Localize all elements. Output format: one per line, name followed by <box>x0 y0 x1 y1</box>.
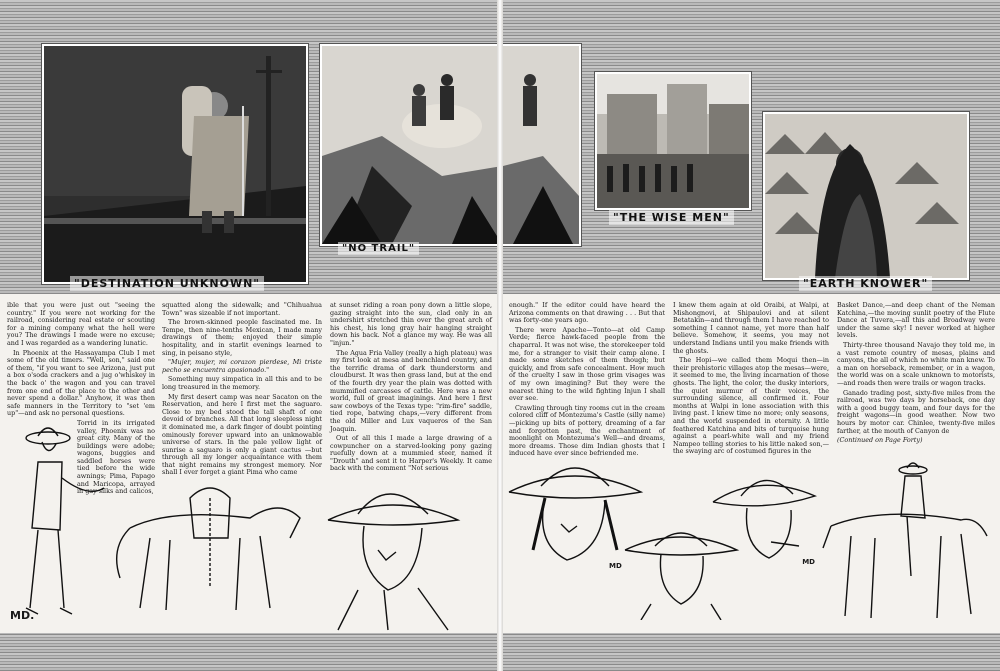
sketch-saddled-horse <box>110 478 310 623</box>
paragraph: In Phoenix at the Hassayampa Club I met some of the old timers. "Well, son," said one of them, "if you want to see Arizona, just put a box o'soda crackers and a jug o'whiskey in the back o' the wagon and you can travel from one end of the place to the other and never spend a dollar." Anyhow, it was then safe manners in the Territory to "set 'em up"—and ask no personal questions. <box>7 348 155 418</box>
text-column-3 <box>330 302 492 475</box>
paragraph: squatted along the sidewalk; and "Chihuahua Town" was sizeable if not important. <box>162 301 322 317</box>
paragraph: The Hopi—we called them Moqui then—in their prehistoric villages atop the mesas—were, it seemed to me, the living incarnation of those ghosts. The light, the color, the dusky interiors, the quiet murmur of their voices, the surrounding silence, all confirmed it. Four months at Walpi in lone association with this living past. I knew time no more; only seasons, and the world suspended in eternity. A little feathered Katchina and bits of turquoise hung against a pearl-white wall and my friend Nampeo telling stories to his little naked son,—the swaying arc of costumed figures in the <box>673 356 829 456</box>
paragraph: Something muy simpatica in all this and to be long treasured in the memory. <box>162 375 322 391</box>
paragraph: ible that you were just out "seeing the country." If you were not working for the railroad, considering real estate or scouting for a mining company what the hell were you? The drawings I made were no excuse; and I was regarded as a wandering lunatic. <box>7 301 155 347</box>
sketch-cowboy-standing <box>8 418 118 626</box>
paragraph: The Agua Fria Valley (really a high plateau) was my first look at mesa and benchland country, and the terrific drama of dark thunderstorm and cloudburst. It was then grass land, but at the end of the fourth dry year the plain was dotted with mummified carcasses of cattle. Here was a new world, full of great imaginings. And here I first saw cowboys of the Texas type: "rim-fire" saddle, tied rope, batwing chaps,—very different from the old Miller and Lux vaqueros of the San Joaquin. <box>330 348 492 433</box>
caption-no-trail: "NO TRAIL" <box>338 242 419 255</box>
photo-the-wise-men <box>595 72 751 210</box>
artist-signature: MD <box>802 558 815 566</box>
paragraph: Out of all this I made a large drawing of a cowpuncher on a starved-looking pony gazing ruefully down at a mummied steer, named it "Drouth" and sent it to Harper's Weekly. It came back with the comment "Not serious <box>330 434 492 473</box>
caption-destination-unknown: "DESTINATION UNKNOWN" <box>70 276 264 291</box>
paragraph: Crawling through tiny rooms cut in the cream colored cliff of Montezuma's Castle (silly name)—picking up bits of pottery, dreaming of a far and forgotten past, the enchantment of moonlight on Montezuma's Well—and dreams, more dreams. Those dim Indian ghosts that I induced have ever since befriended me. <box>509 403 665 458</box>
left-page <box>0 0 497 671</box>
paragraph: My first desert camp was near Sacaton on the Reservation, and here I first met the saguaro. Close to my bed stood the tall shaft of one devoid of branches. All that long sleepless night it dominated me, a dark finger of doubt pointing ominously forever upward into an unknowable universe of stars. In the pale yellow light of sunrise a saguaro is only a giant cactus —but through all my longer acquaintance with them that night remains my strongest memory. Nor shall I ever forget a giant Pima who came <box>162 392 322 477</box>
text-column-2 <box>162 302 322 479</box>
text-column-5 <box>673 302 829 458</box>
paragraph: I knew them again at old Oraibi, at Walpi, at Mishongnovi, at Shipaulovi and at silent Betatakin—and through them I have reached to something I cannot name, yet more than half believe. Somehow, it seems, you may not understand Indians until you make friends with the ghosts. <box>673 301 829 355</box>
text-column-6 <box>837 302 995 447</box>
sketch-cowboy-smoking <box>709 466 819 576</box>
paragraph: There were Apache—Tonto—at old Camp Verde; fierce hawk-faced people from the chaparral. It was not wise, the storekeeper told me, for a stranger to visit their camp alone. I made some sketches of them though; but quickly, and from safe concealment. How much of the cruelty I saw in those grim visages was of my own imagining? But they were the nearest thing to the wild fighting Injun I shall ever see. <box>509 325 665 403</box>
photo-no-trail-continued <box>503 44 581 246</box>
woodgrain-band-bottom <box>503 633 1000 671</box>
paragraph: enough." If the editor could have heard the Arizona comments on that drawing . . . But that was forty-one years ago. <box>509 301 665 325</box>
photo-earth-knower <box>763 112 969 280</box>
paragraph: at sunset riding a roan pony down a little slope, gazing straight into the sun, clad only in an undershirt stretched thin over the great arch of his chest, his long gray hair hanging straight down his back. Not a glance my way. He was all "injun." <box>330 301 492 347</box>
right-page <box>503 0 1000 671</box>
woodgrain-band-bottom <box>0 633 497 671</box>
continued-note: (Continued on Page Forty) <box>837 436 923 445</box>
caption-the-wise-men: "THE WISE MEN" <box>609 210 734 225</box>
sketch-horse-and-rider <box>821 456 991 628</box>
song-quote: "Mujer, mujer, mi corazon pierdese, Mi triste pecho se encuentra apasionado." <box>162 358 322 374</box>
paragraph: Basket Dance,—and deep chant of the Neman Katchina,—the moving sunlit poetry of the Flute Dance at Tuvera,—all this and Broadway were under the same sky! I never worked at higher levels. <box>837 301 995 340</box>
paragraph: Torrid in its irrigated valley, Phoenix was no great city. Many of the buildings were adobe; wagons, buggies and saddled horses were tied before the wide awnings; Pima, Papago and Maricopa, arrayed in gay silks and calicos, <box>77 418 155 496</box>
photo-no-trail <box>320 44 497 246</box>
paragraph: Ganado trading post, sixty-five miles from the railroad, was two days by horseback, one day with a good buggy team, and four days for the freight wagons—in good weather. Now two hours by motor car. Chinlee, twenty-five miles farther, at the mouth of Canyon de <box>837 388 995 435</box>
artist-signature: MD. <box>10 609 35 622</box>
text-column-4 <box>509 302 665 460</box>
photo-destination-unknown <box>42 44 308 284</box>
sketch-cowboy-portrait <box>318 470 468 632</box>
caption-earth-knower: "EARTH KNOWER" <box>799 276 932 291</box>
paragraph: Thirty-three thousand Navajo they told me, in a vast remote country of mesas, plains and canyons, the all of which no white man knew. To a man on horseback, remember, or in a wagon, the world was on a scale unknown to motorists,—and roads then were trails or wagon tracks. <box>837 340 995 387</box>
artist-signature: MD <box>609 562 622 570</box>
paragraph: The brown-skinned people fascinated me. In Tempe, then nine-tenths Mexican, I made many drawings of them; enjoyed their simple hospitality, and in starlit evenings learned to sing, in peisano style, <box>162 318 322 357</box>
